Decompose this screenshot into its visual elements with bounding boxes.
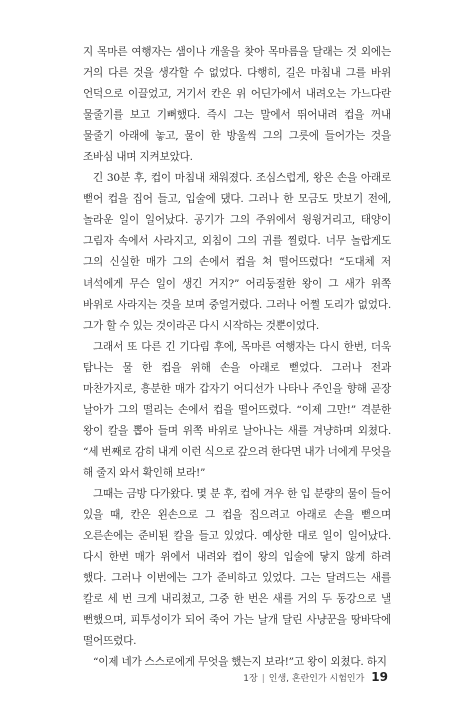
paragraph: 그래서 또 다른 긴 기다림 후에, 목마른 여행자는 다시 한번, 더욱 탐나는 물 한 컵을 위해 손을 아래로 뻗었다. 그러나 전과 마찬가지로, 흥분한 매가 갑자기 어디선가 나타나 주인을 향해 곧장 날아가 그의 떨리는 손에서 컵을 떨어뜨렸다. “이제 그만!” 격분한 왕이 칼을 뽑아 들며 위쪽 바위로 날아나는 새를 겨냥하며 외쳤다. “세 번째로 감히 내게 이런 식으로 갚으려 한다면 내가 너에게 무엇을 해 줄지 와서 확인해 보라!” xyxy=(83,340,391,479)
footer-separator: | xyxy=(261,674,265,684)
paragraph: “이제 네가 스스로에게 무엇을 했는지 보라!”고 왕이 외쳤다. 하지 xyxy=(93,656,387,669)
running-footer xyxy=(243,670,388,684)
body-text xyxy=(83,42,391,673)
page-number: 19 xyxy=(371,670,388,684)
paragraph: 지 목마른 여행자는 샘이나 개울을 찾아 목마름을 달래는 것 외에는 거의 다른 것을 생각할 수 없었다. 다행히, 길은 마침내 그를 바위 언덕으로 이끌었고, 거기서 칸은 위 어딘가에서 내려오는 가느다란 물줄기를 보고 기뻐했다. 즉시 그는 말에서 뛰어내려 컵을 꺼내 물줄기 아래에 놓고, 물이 한 방울씩 그의 그릇에 들어가는 것을 조바심 내며 지켜보았다. xyxy=(83,46,391,164)
footer-chapter: 1장 xyxy=(243,674,258,684)
paragraph: 긴 30분 후, 컵이 마침내 채워졌다. 조심스럽게, 왕은 손을 아래로 뻗어 컵을 집어 들고, 입술에 댔다. 그러나 한 모금도 맛보기 전에, 놀라운 일이 일어났다. 공기가 그의 주위에서 윙윙거리고, 태양이 그림자 속에서 사라지고, 외침이 그의 귀를 찔렀다. 너무 놀랍게도 그의 신실한 매가 그의 손에서 컵을 쳐 떨어뜨렸다! “도대체 저 녀석에게 무슨 일이 생긴 거지?” 어리둥절한 왕이 그 새가 위쪽 바위로 사라지는 것을 보며 중얼거렸다. 그러나 어쩔 도리가 없었다. 그가 할 수 있는 것이라곤 다시 시작하는 것뿐이었다. xyxy=(83,172,391,332)
paragraph: 그때는 금방 다가왔다. 몇 분 후, 컵에 겨우 한 입 분량의 물이 들어 있을 때, 칸은 왼손으로 그 컵을 집으려고 아래로 손을 뻗으며 오른손에는 준비된 칼을 들고 있었다. 예상한 대로 일이 일어났다. 다시 한번 매가 위에서 내려와 컵이 왕의 입술에 닿지 않게 하려 했다. 그러나 이번에는 그가 준비하고 있었다. 그는 달려드는 새를 칼로 세 번 크게 내리쳤고, 그중 한 번은 새를 거의 두 동강으로 낼 뻔했으며, 피투성이가 되어 죽어 가는 날개 달린 사냥꾼을 땅바닥에 떨어뜨렸다. xyxy=(83,487,391,648)
footer-title: 인생, 혼란인가 시험인가 xyxy=(268,674,365,684)
